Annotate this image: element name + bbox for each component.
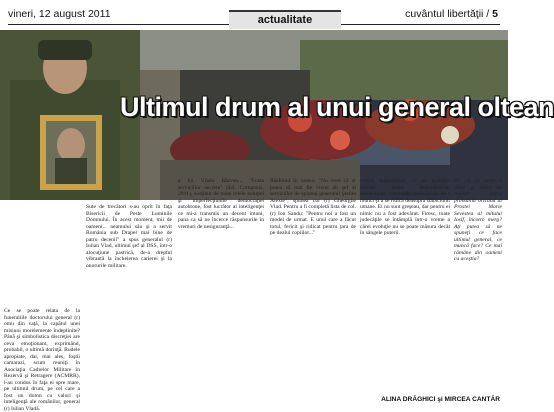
column-3-text: a lui Vladu Răzvan... "Fosta serviciilor secrete" (Ed. Compania, 2011), susţinut de toate relele soluţiei şi imperfecţiunile democraţiei autohtone, fost lucrător ai inteligenţei ce mi-a transmis un decent imuni, pana ca să ne încerce răspunsurile în vremuri de nesiguranţă... <box>178 178 264 230</box>
column-5-text: vremii îndelungate, ci ale probatei morale, marii disponibilităţi intelectuale, capacităţii neobişnuite de a munci şi a se ridica deasupra slăbiciunii umane. Ei nu sunt greşeau, dar pentru ei nimic nu a fost adevărat. Firesc, toate judecăţile se întâmplă într-o vreme a cărei evoluţie nu se poate măsura decât în sângele puterii. <box>360 178 450 236</box>
funeral-photo <box>0 30 554 200</box>
article-column-4 <box>270 178 356 378</box>
page-number: 5 <box>492 8 498 20</box>
publication-name: cuvântul libertăţii <box>405 8 484 20</box>
article-column-2 <box>86 204 172 404</box>
page-header <box>0 0 508 30</box>
column-2-text: Sute de trecători s-au oprit în faţa Bisericii de Peste Luminile Domnului. În acest moment, mii de oameni... neamului său şi a servit România sub Drapel mai bine de patru decenii" a spus generalul (r) Iulian Vlad, ultimul şef al DSS, într-o alocuţiune pastrică, de-a dreptul vibrantă la încheierea carierei şi la onorurile militare. <box>86 204 172 269</box>
publication-masthead: cuvântul libertăţii / 5 <box>405 8 498 20</box>
section-rubric: actualitate <box>229 10 341 29</box>
column-6-text: Pe cât de mare e sătul şi atâtă de regăsit într-o probabilă oricând al Prostei Marie Sevestea al mitului Iosif, încotro merg? Aţi putea să ne spuneţi ce face ultimul general, ce muncă face? Ce mai rămâne din oameni ca aceştia? <box>454 178 502 262</box>
column-4-text: Răsfoind în cartea: "Nu cred că ar putea să mai fie vreun alt şef al serviciilor de spionaj generalul Ştefan Alexie", spunea col (r) Gheorghe Vlad. Pentru a fi completă lista de col. (r) Ion Sandu: "Pentru noi a fost un model de urmat. E unul care a făcut totul, fericit şi ridicat pentru ţara de pe dealul copiilor..." <box>270 178 356 236</box>
lead-paragraph: Ce se poate relata de la funeraliile doctorului general (r) omu din vaţă, la capătul unei misiuni morelemente îndeplinite? Până şi simbolistica discreţiei are ceva emoţionant, exprimând, probabil, o ultimă dorinţă. Rudele apropiate, dar, mai ales, foştii camarazi, scum reuniţi în Asociaţia Cadrelor Militare în Rezervă şi Retragere (ACMRR), l-au condus în faţa ei spre mare, pe ultimul drum, pe cel care a fost un domn cu valori şi inteligenţă ale românilor, general (r) Iulian Vladă. <box>4 308 80 412</box>
article-column-3 <box>178 178 264 378</box>
article-column-5 <box>360 178 450 378</box>
article-column-6 <box>454 178 502 378</box>
article-headline: Ultimul drum al unui general oltean <box>120 92 554 122</box>
article-byline: ALINA DRĂGHICI şi MIRCEA CANTĂR <box>381 396 500 403</box>
article-body <box>0 178 508 412</box>
article-lead <box>4 308 80 412</box>
issue-date: vineri, 12 august 2011 <box>8 8 111 20</box>
